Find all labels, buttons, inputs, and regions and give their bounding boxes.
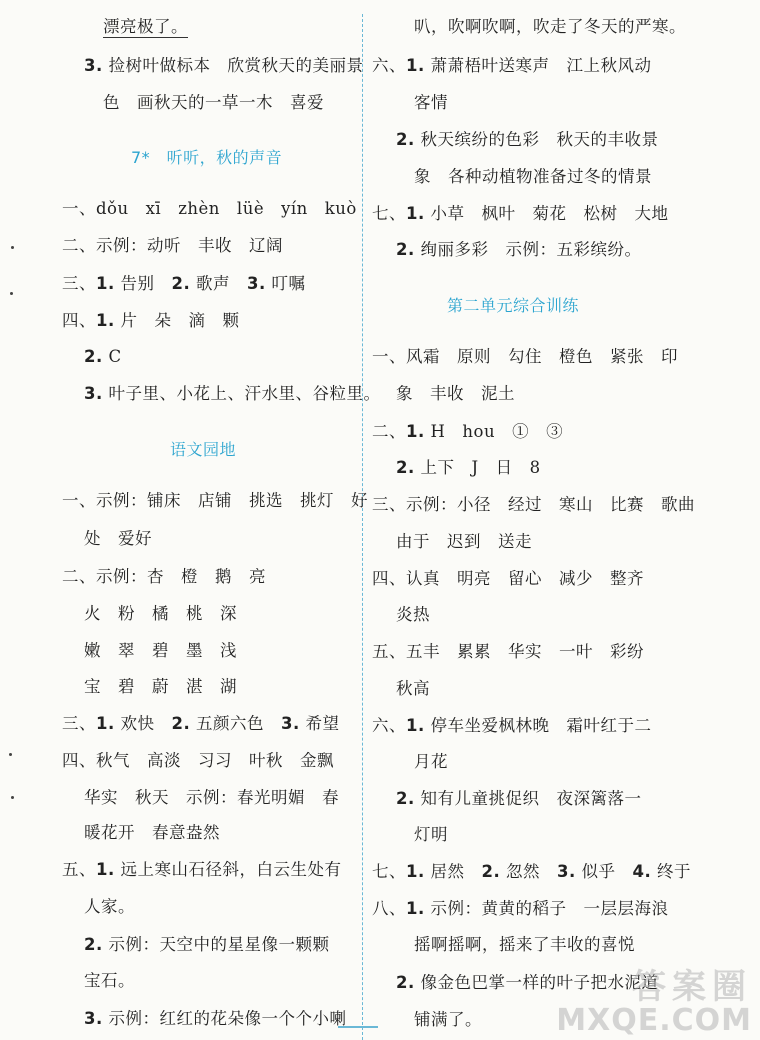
answer-line <box>84 934 330 956</box>
answer-line <box>396 129 659 151</box>
answer-line <box>84 55 364 77</box>
section-number: 三、 <box>62 714 96 733</box>
item-number: 3. <box>84 384 103 403</box>
item-number: 2. <box>481 862 501 881</box>
item-number: 1. <box>406 862 425 881</box>
answer-line <box>62 310 240 332</box>
answer-text: 示例：天空中的星星像一颗颗 <box>108 935 330 954</box>
answer-line <box>62 490 368 512</box>
item-number: 2. <box>396 130 415 149</box>
section-number: 六、 <box>372 56 406 75</box>
answer-text: 宝石。 <box>84 971 135 990</box>
answer-text: 捡树叶做标本 欣赏秋天的美丽景 <box>108 56 364 75</box>
answer-text: 五颜六色 <box>196 714 281 733</box>
section-heading: 第二单元综合训练 <box>447 296 580 315</box>
section-number: 四、 <box>62 311 96 330</box>
answer-line <box>372 898 669 920</box>
section-heading: 语文园地 <box>170 440 237 459</box>
item-number: 2. <box>396 458 415 477</box>
answer-line <box>396 383 515 405</box>
answer-line <box>396 531 532 553</box>
answer-line <box>396 604 430 626</box>
section-number: 三、 <box>62 274 96 293</box>
answer-line <box>414 16 686 38</box>
answer-text: 停车坐爱枫林晚 霜叶红于二 <box>430 716 652 735</box>
answer-line <box>414 751 448 773</box>
item-number: 2. <box>84 347 103 366</box>
answer-text: 歌声 <box>196 274 247 293</box>
answer-line <box>84 528 152 550</box>
answer-text: 一、风霜 原则 勾住 橙色 紧张 印 <box>372 347 678 366</box>
answer-line <box>62 235 283 257</box>
scan-speck <box>11 246 14 249</box>
answer-line <box>396 239 642 261</box>
site-watermark <box>556 967 752 1038</box>
answer-text: 漂亮极了。 <box>103 17 188 36</box>
watermark-url: MXQE.COM <box>556 1003 752 1038</box>
answer-line <box>62 198 357 220</box>
answer-text: 由于 迟到 送走 <box>396 532 532 551</box>
item-number: 2. <box>171 274 191 293</box>
answer-line <box>372 494 695 516</box>
answer-text: 示例：红红的花朵像一个个小喇 <box>108 1009 347 1028</box>
answer-line <box>84 640 237 662</box>
answer-text: 象 各种动植物准备过冬的情景 <box>414 167 652 186</box>
answer-text: 三、示例：小径 经过 寒山 比赛 歌曲 <box>372 495 695 514</box>
item-number: 1. <box>96 714 115 733</box>
item-number: 1. <box>406 56 425 75</box>
answer-line <box>103 92 324 114</box>
answer-text: 知有儿童挑促织 夜深篱落一 <box>420 789 642 808</box>
answer-line <box>372 641 644 663</box>
answer-line <box>84 383 381 405</box>
answer-line <box>62 566 266 588</box>
answer-line <box>372 421 563 443</box>
answer-text: 叮嘱 <box>271 274 306 293</box>
item-number: 3. <box>84 56 103 75</box>
answer-text: 告别 <box>120 274 172 293</box>
answer-text: 似乎 <box>581 862 633 881</box>
answer-text: C <box>108 347 122 366</box>
item-number: 2. <box>396 240 415 259</box>
answer-text: 萧萧梧叶送寒声 江上秋风动 <box>430 56 652 75</box>
item-number: 3. <box>281 714 300 733</box>
answer-text: 片 朵 滴 颗 <box>120 311 240 330</box>
item-number: 1. <box>406 716 425 735</box>
answer-text: 一、示例：铺床 店铺 挑选 挑灯 好 <box>62 491 368 510</box>
answer-line <box>84 896 135 918</box>
answer-text: 色 画秋天的一草一木 喜爱 <box>103 93 324 112</box>
answer-text: 忽然 <box>506 862 557 881</box>
scan-speck <box>10 292 13 295</box>
answer-text: 上下 J 日 8 <box>420 458 541 477</box>
answer-line <box>84 787 339 809</box>
answer-line <box>62 273 306 295</box>
answer-text: 处 爱好 <box>84 529 152 548</box>
pinyin-answer: 一、dǒu xī zhèn lüè yín kuò <box>62 199 357 218</box>
answer-line <box>103 16 188 38</box>
scan-speck <box>11 796 14 799</box>
answer-text: 客情 <box>414 93 448 112</box>
answer-line <box>414 934 635 956</box>
answer-line <box>62 750 334 772</box>
answer-text: 人家。 <box>84 897 135 916</box>
answer-text: 宝 碧 蔚 湛 湖 <box>84 677 237 696</box>
answer-text: 灯明 <box>414 825 448 844</box>
item-number: 1. <box>96 860 115 879</box>
answer-text: 二、示例：动听 丰收 辽阔 <box>62 236 283 255</box>
answer-text: 五、五丰 累累 华实 一叶 彩纷 <box>372 642 644 661</box>
answer-text: 欢快 <box>120 714 172 733</box>
answer-line <box>396 788 642 810</box>
answer-text: 远上寒山石径斜，白云生处有 <box>120 860 342 879</box>
item-number: 3. <box>84 1009 103 1028</box>
answer-text: 秋高 <box>396 679 430 698</box>
answer-line <box>84 822 220 844</box>
answer-text: 嫩 翠 碧 墨 浅 <box>84 641 237 660</box>
answer-text: 四、秋气 高淡 习习 叶秋 金飘 <box>62 751 334 770</box>
item-number: 1. <box>96 274 115 293</box>
answer-line <box>372 346 678 368</box>
answer-line <box>372 568 644 590</box>
answer-line <box>84 1008 347 1030</box>
answer-text: 希望 <box>305 714 340 733</box>
answer-line <box>414 824 448 846</box>
item-number: 2. <box>171 714 191 733</box>
answer-text: 小草 枫叶 菊花 松树 大地 <box>430 204 669 223</box>
item-number: 3. <box>557 862 576 881</box>
answer-line <box>372 715 652 737</box>
section-number: 七、 <box>372 204 406 223</box>
item-number: 1. <box>406 204 425 223</box>
answer-text: 摇啊摇啊，摇来了丰收的喜悦 <box>414 935 635 954</box>
item-number: 2. <box>396 789 415 808</box>
answer-text: 月花 <box>414 752 448 771</box>
item-number: 3. <box>247 274 266 293</box>
section-heading: 7* 听听，秋的声音 <box>131 148 283 167</box>
answer-line <box>414 92 448 114</box>
answer-line <box>414 1009 482 1031</box>
section-number: 八、 <box>372 899 406 918</box>
answer-line <box>372 203 669 225</box>
answer-text: 居然 <box>430 862 482 881</box>
answer-line <box>84 603 237 625</box>
answer-text: 示例：黄黄的稻子 一层层海浪 <box>430 899 669 918</box>
section-number: 五、 <box>62 860 96 879</box>
answer-line <box>84 970 135 992</box>
answer-text: 铺满了。 <box>414 1010 482 1029</box>
answer-text: 秋天缤纷的色彩 秋天的丰收景 <box>420 130 659 149</box>
item-number: 1. <box>406 422 425 441</box>
answer-text: 火 粉 橘 桃 深 <box>84 604 237 623</box>
item-number: 2. <box>396 973 415 992</box>
answer-line <box>396 457 541 479</box>
answer-line <box>414 166 652 188</box>
answer-line <box>372 861 691 883</box>
answer-text: 华实 秋天 示例：春光明媚 春 <box>84 788 339 807</box>
answer-text: 二、示例：杏 橙 鹅 亮 <box>62 567 266 586</box>
item-number: 1. <box>96 311 115 330</box>
watermark-logo-text: 答案圈 <box>632 967 752 1007</box>
section-number: 七、 <box>372 862 406 881</box>
item-number: 4. <box>632 862 652 881</box>
answer-line <box>84 346 122 368</box>
section-number: 六、 <box>372 716 406 735</box>
answer-text: 炎热 <box>396 605 430 624</box>
answer-text: 暖花开 春意盎然 <box>84 823 220 842</box>
column-divider <box>362 14 363 1040</box>
answer-text: 象 丰收 泥土 <box>396 384 515 403</box>
item-number: 2. <box>84 935 103 954</box>
answer-text: 像金色巴掌一样的叶子把水泥道 <box>420 973 659 992</box>
scan-speck <box>9 753 12 756</box>
answer-text: 终于 <box>657 862 691 881</box>
answer-text: 四、认真 明亮 留心 减少 整齐 <box>372 569 644 588</box>
answer-text: H hou ① ③ <box>430 422 564 441</box>
answer-text: 绚丽多彩 示例：五彩缤纷。 <box>420 240 642 259</box>
item-number: 1. <box>406 899 425 918</box>
page-footer-mark <box>338 1026 378 1040</box>
answer-line <box>62 713 340 735</box>
answer-line <box>62 859 342 881</box>
answer-text: 叶子里、小花上、汗水里、谷粒里。 <box>108 384 381 403</box>
answer-line <box>372 55 652 77</box>
answer-line <box>84 676 237 698</box>
answer-text: 叭，吹啊吹啊，吹走了冬天的严寒。 <box>414 17 686 36</box>
section-number: 二、 <box>372 422 406 441</box>
answer-line <box>396 678 430 700</box>
